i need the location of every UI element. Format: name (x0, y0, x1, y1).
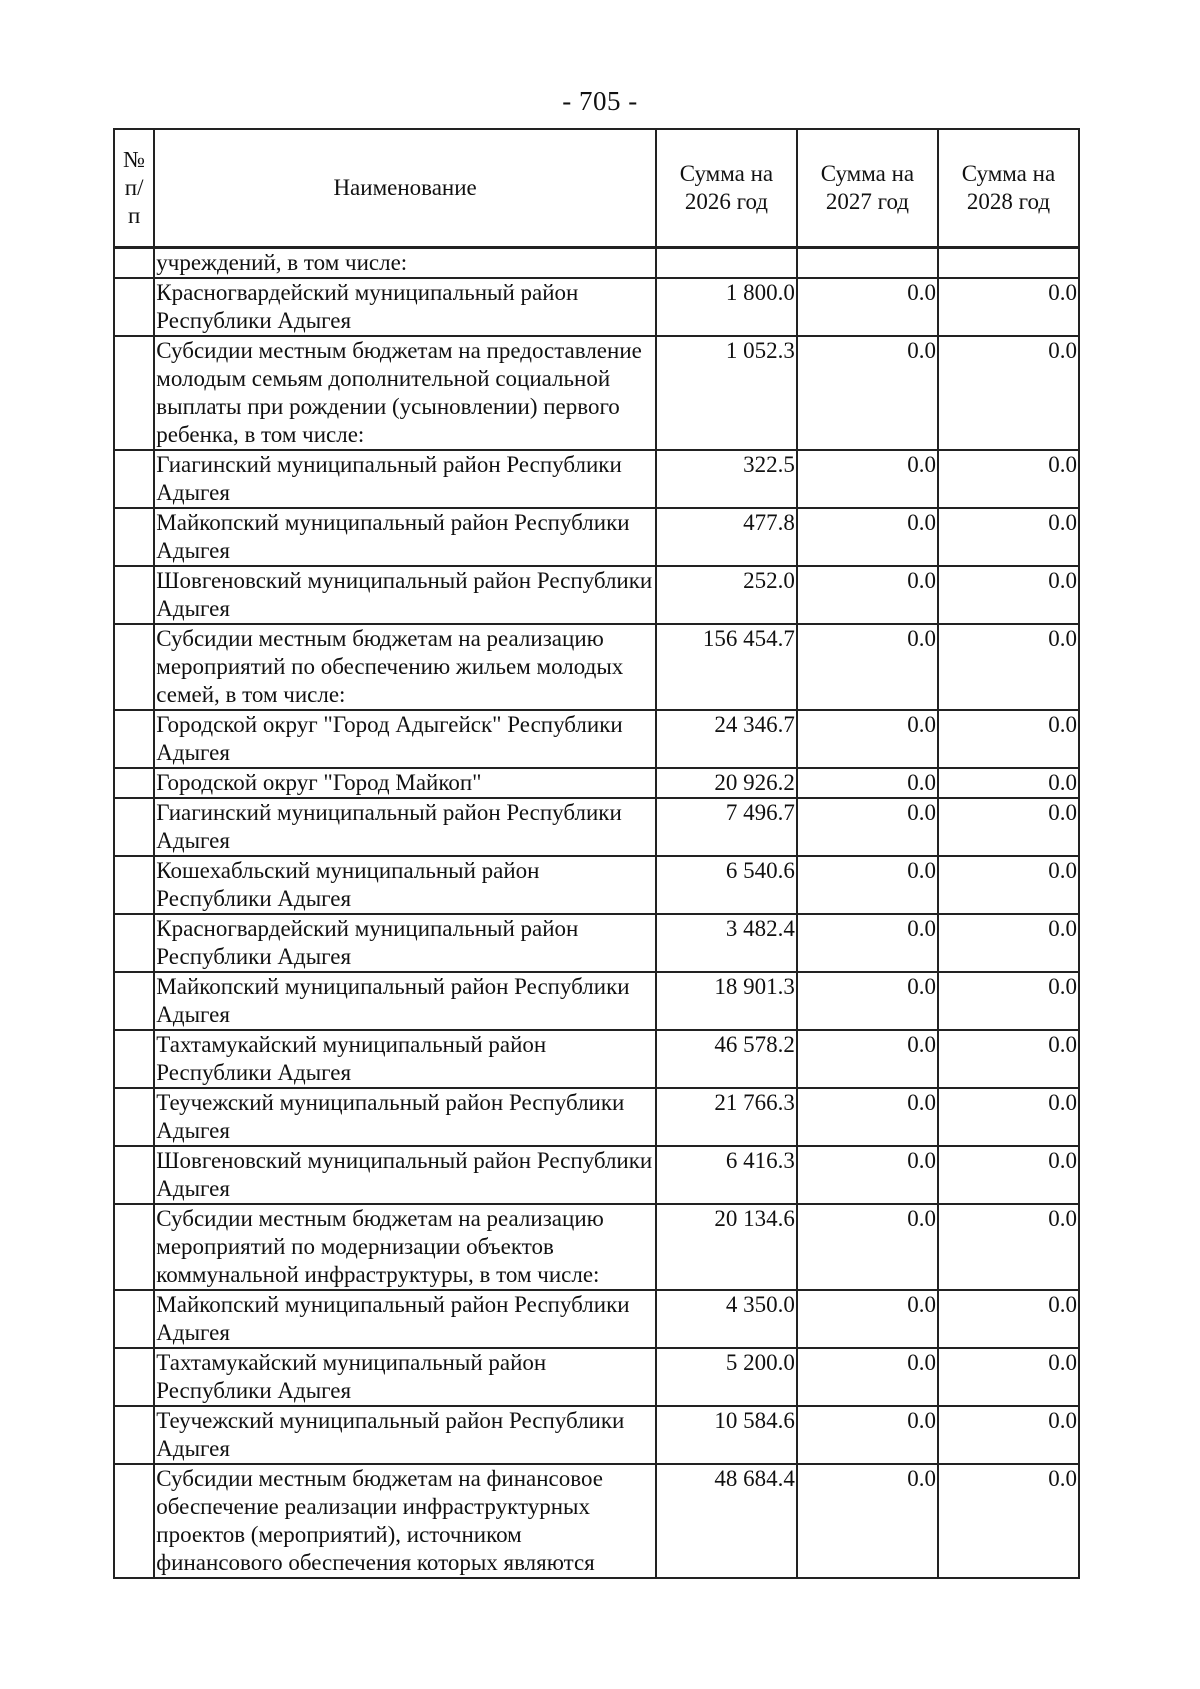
row-sum-2028-cell: 0.0 (938, 1204, 1079, 1290)
row-sum-2028-cell: 0.0 (938, 1348, 1079, 1406)
row-sum-2028-cell: 0.0 (938, 768, 1079, 798)
row-sum-2028-cell: 0.0 (938, 624, 1079, 710)
row-number-cell (114, 798, 154, 856)
table-body (114, 248, 1079, 1579)
row-sum-2026-cell: 5 200.0 (656, 1348, 797, 1406)
row-name-cell: Теучежский муниципальный район Республики Адыгея (154, 1088, 656, 1146)
header-num: № п/п (114, 129, 154, 248)
row-sum-2028-cell: 0.0 (938, 710, 1079, 768)
table-row (114, 1146, 1079, 1204)
row-name-cell: Городской округ "Город Майкоп" (154, 768, 656, 798)
row-name-cell: Теучежский муниципальный район Республики Адыгея (154, 1406, 656, 1464)
row-name-cell: Кошехабльский муниципальный район Республики Адыгея (154, 856, 656, 914)
table-row (114, 278, 1079, 336)
table-row (114, 768, 1079, 798)
table-row (114, 248, 1079, 279)
row-sum-2026-cell: 10 584.6 (656, 1406, 797, 1464)
budget-table (113, 128, 1080, 1579)
row-sum-2027-cell: 0.0 (797, 450, 938, 508)
row-number-cell (114, 508, 154, 566)
row-number-cell (114, 248, 154, 279)
row-sum-2026-cell: 20 134.6 (656, 1204, 797, 1290)
table-row (114, 1030, 1079, 1088)
row-sum-2027-cell: 0.0 (797, 566, 938, 624)
row-number-cell (114, 1290, 154, 1348)
row-sum-2028-cell (938, 248, 1079, 279)
table-row (114, 1088, 1079, 1146)
row-sum-2028-cell: 0.0 (938, 1030, 1079, 1088)
row-name-cell: Субсидии местным бюджетам на реализацию мероприятий по модернизации объектов коммунальной инфраструктуры, в том числе: (154, 1204, 656, 1290)
row-sum-2026-cell: 6 540.6 (656, 856, 797, 914)
row-name-cell: Шовгеновский муниципальный район Республики Адыгея (154, 1146, 656, 1204)
row-number-cell (114, 1204, 154, 1290)
row-number-cell (114, 1464, 154, 1578)
table-row (114, 972, 1079, 1030)
row-number-cell (114, 450, 154, 508)
table-row (114, 566, 1079, 624)
row-sum-2028-cell: 0.0 (938, 508, 1079, 566)
header-sum-2026: Сумма на 2026 год (656, 129, 797, 248)
table-row (114, 1406, 1079, 1464)
table-row (114, 1290, 1079, 1348)
row-number-cell (114, 1088, 154, 1146)
row-sum-2027-cell: 0.0 (797, 1146, 938, 1204)
row-sum-2028-cell: 0.0 (938, 450, 1079, 508)
row-sum-2026-cell: 6 416.3 (656, 1146, 797, 1204)
row-sum-2026-cell: 1 800.0 (656, 278, 797, 336)
row-sum-2027-cell: 0.0 (797, 1030, 938, 1088)
row-number-cell (114, 1146, 154, 1204)
row-sum-2026-cell: 46 578.2 (656, 1030, 797, 1088)
row-number-cell (114, 278, 154, 336)
row-name-cell: Гиагинский муниципальный район Республики Адыгея (154, 798, 656, 856)
row-sum-2026-cell: 156 454.7 (656, 624, 797, 710)
row-sum-2027-cell: 0.0 (797, 710, 938, 768)
row-sum-2026-cell: 18 901.3 (656, 972, 797, 1030)
row-name-cell: Шовгеновский муниципальный район Республики Адыгея (154, 566, 656, 624)
row-sum-2027-cell: 0.0 (797, 336, 938, 450)
row-number-cell (114, 1030, 154, 1088)
page-number: - 705 - (562, 86, 638, 116)
row-sum-2026-cell: 4 350.0 (656, 1290, 797, 1348)
row-number-cell (114, 336, 154, 450)
row-name-cell: Городской округ "Город Адыгейск" Республики Адыгея (154, 710, 656, 768)
row-sum-2027-cell: 0.0 (797, 1406, 938, 1464)
row-sum-2027-cell: 0.0 (797, 972, 938, 1030)
row-number-cell (114, 566, 154, 624)
table-row (114, 1204, 1079, 1290)
row-sum-2028-cell: 0.0 (938, 1406, 1079, 1464)
row-sum-2026-cell (656, 248, 797, 279)
header-row (114, 129, 1079, 248)
row-sum-2026-cell: 48 684.4 (656, 1464, 797, 1578)
header-sum-2027: Сумма на 2027 год (797, 129, 938, 248)
row-sum-2027-cell: 0.0 (797, 798, 938, 856)
row-sum-2027-cell: 0.0 (797, 1464, 938, 1578)
row-name-cell: Красногвардейский муниципальный район Республики Адыгея (154, 278, 656, 336)
row-sum-2028-cell: 0.0 (938, 336, 1079, 450)
row-sum-2028-cell: 0.0 (938, 1088, 1079, 1146)
row-sum-2026-cell: 7 496.7 (656, 798, 797, 856)
row-sum-2028-cell: 0.0 (938, 566, 1079, 624)
table-row (114, 450, 1079, 508)
header-sum-2028: Сумма на 2028 год (938, 129, 1079, 248)
row-sum-2027-cell: 0.0 (797, 1088, 938, 1146)
row-number-cell (114, 1348, 154, 1406)
row-number-cell (114, 856, 154, 914)
row-sum-2026-cell: 477.8 (656, 508, 797, 566)
row-name-cell: Красногвардейский муниципальный район Республики Адыгея (154, 914, 656, 972)
row-sum-2027-cell: 0.0 (797, 914, 938, 972)
row-number-cell (114, 914, 154, 972)
row-number-cell (114, 624, 154, 710)
row-sum-2028-cell: 0.0 (938, 278, 1079, 336)
row-name-cell: учреждений, в том числе: (154, 248, 656, 279)
table-row (114, 624, 1079, 710)
row-name-cell: Тахтамукайский муниципальный район Республики Адыгея (154, 1348, 656, 1406)
row-sum-2027-cell: 0.0 (797, 1348, 938, 1406)
table-row (114, 856, 1079, 914)
row-sum-2028-cell: 0.0 (938, 1290, 1079, 1348)
row-sum-2027-cell: 0.0 (797, 1290, 938, 1348)
row-sum-2027-cell: 0.0 (797, 1204, 938, 1290)
row-sum-2027-cell: 0.0 (797, 278, 938, 336)
row-number-cell (114, 768, 154, 798)
row-sum-2028-cell: 0.0 (938, 1146, 1079, 1204)
row-name-cell: Субсидии местным бюджетам на реализацию мероприятий по обеспечению жильем молодых семей, в том числе: (154, 624, 656, 710)
row-sum-2028-cell: 0.0 (938, 798, 1079, 856)
row-sum-2026-cell: 21 766.3 (656, 1088, 797, 1146)
row-sum-2028-cell: 0.0 (938, 972, 1079, 1030)
row-name-cell: Субсидии местным бюджетам на финансовое обеспечение реализации инфраструктурных проектов (мероприятий), источником финансового обеспечения которых являются (154, 1464, 656, 1578)
table-row (114, 798, 1079, 856)
row-sum-2028-cell: 0.0 (938, 914, 1079, 972)
row-name-cell: Майкопский муниципальный район Республики Адыгея (154, 508, 656, 566)
table-row (114, 508, 1079, 566)
row-sum-2027-cell: 0.0 (797, 508, 938, 566)
table-row (114, 336, 1079, 450)
table-row (114, 914, 1079, 972)
row-sum-2026-cell: 24 346.7 (656, 710, 797, 768)
row-name-cell: Тахтамукайский муниципальный район Республики Адыгея (154, 1030, 656, 1088)
header-name: Наименование (154, 129, 656, 248)
row-name-cell: Гиагинский муниципальный район Республики Адыгея (154, 450, 656, 508)
row-number-cell (114, 972, 154, 1030)
row-sum-2026-cell: 3 482.4 (656, 914, 797, 972)
table-row (114, 710, 1079, 768)
row-number-cell (114, 710, 154, 768)
row-sum-2026-cell: 20 926.2 (656, 768, 797, 798)
row-sum-2028-cell: 0.0 (938, 856, 1079, 914)
table-header (114, 129, 1079, 248)
row-name-cell: Майкопский муниципальный район Республики Адыгея (154, 972, 656, 1030)
row-name-cell: Майкопский муниципальный район Республики Адыгея (154, 1290, 656, 1348)
row-sum-2027-cell: 0.0 (797, 856, 938, 914)
row-sum-2028-cell: 0.0 (938, 1464, 1079, 1578)
table-row (114, 1464, 1079, 1578)
row-sum-2027-cell: 0.0 (797, 624, 938, 710)
row-number-cell (114, 1406, 154, 1464)
table-row (114, 1348, 1079, 1406)
row-sum-2027-cell: 0.0 (797, 768, 938, 798)
row-sum-2026-cell: 1 052.3 (656, 336, 797, 450)
row-sum-2027-cell (797, 248, 938, 279)
row-name-cell: Субсидии местным бюджетам на предоставление молодым семьям дополнительной социальной выплаты при рождении (усыновлении) первого ребенка, в том числе: (154, 336, 656, 450)
row-sum-2026-cell: 322.5 (656, 450, 797, 508)
row-sum-2026-cell: 252.0 (656, 566, 797, 624)
